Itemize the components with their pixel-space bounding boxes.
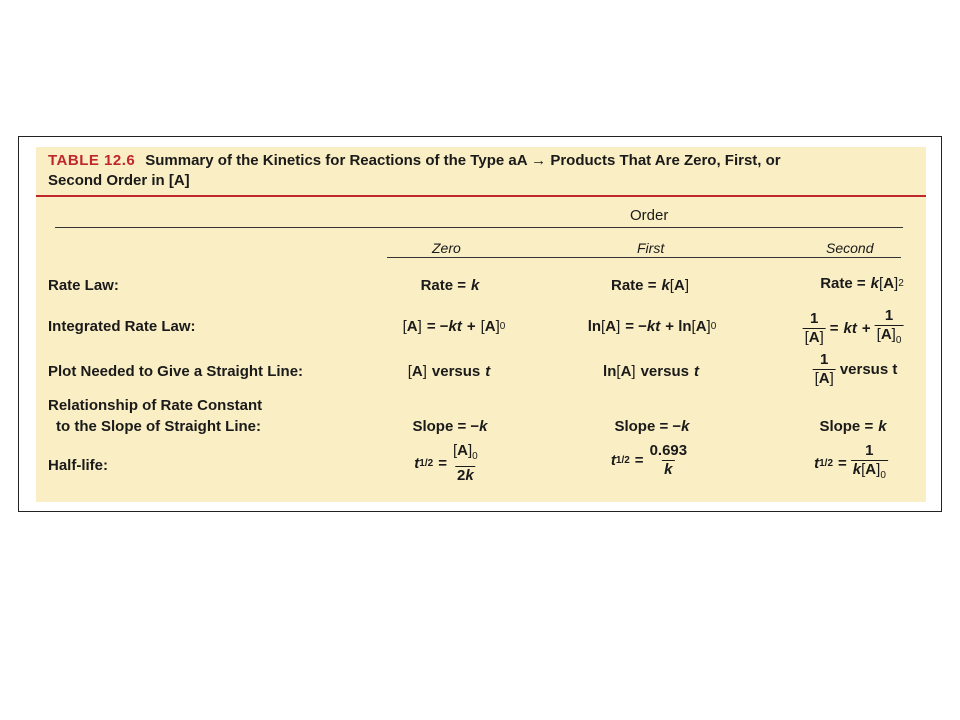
table-label: TABLE 12.6 [48, 152, 136, 169]
cell-halflife-second: t 1/2 = $\frac{1}{k[A]_0}$ [814, 443, 892, 484]
row-label-half-life: Half-life: [48, 457, 108, 474]
col-header-zero: Zero [432, 240, 461, 256]
row-label-relationship-1: Relationship of Rate Constant [48, 397, 263, 414]
cell-integrated-first: ln [ A ] = − kt + ln [ A ] 0 [587, 318, 717, 335]
table-caption [48, 151, 918, 191]
row-label-integrated: Integrated Rate Law: [48, 318, 196, 335]
order-header: Order [630, 207, 669, 224]
header-rule-bottom [387, 257, 901, 258]
header-rule-top [55, 227, 903, 228]
cell-slope-zero: Slope = − k [412, 418, 488, 435]
cell-integrated-second: $\frac{1}{[A]}$ = kt + $\frac{1}{[A]_0}$ [799, 308, 908, 349]
caption-rule [36, 195, 926, 197]
cell-integrated-zero: [ A ] = − kt + [ A ] 0 [402, 318, 506, 335]
cell-slope-second: Slope = k [819, 418, 887, 435]
cell-plot-second: $\frac{1}{[A]}$ versus t [814, 351, 898, 387]
cell-rate-first: Rate = k [ A ] [611, 277, 689, 294]
row-label-plot: Plot Needed to Give a Straight Line: [48, 363, 304, 380]
cell-plot-zero: [ A ] versus t [407, 363, 491, 380]
col-header-second: Second [826, 240, 874, 256]
cell-halflife-first: t 1/2 = $\frac{0.693}{k}$ [610, 442, 688, 478]
cell-plot-first: ln [ A ] versus t [603, 363, 699, 380]
cell-halflife-zero: t 1/2 = $\frac{[A]_0}{2k}$ [414, 442, 478, 484]
cell-rate-second: Rate = k [ A ] 2 [820, 275, 904, 292]
cell-rate-zero: Rate = k [420, 277, 480, 294]
row-label-relationship-2: to the Slope of Straight Line: [56, 418, 261, 435]
caption-line-1: Summary of the Kinetics for Reactions of the Type aA → Products That Are Zero, First, or [145, 152, 781, 169]
caption-line-2: Second Order in [A] [48, 172, 190, 189]
col-header-first: First [637, 240, 665, 256]
row-label-rate-law: Rate Law: [48, 277, 119, 294]
cell-slope-first: Slope = − k [614, 418, 690, 435]
